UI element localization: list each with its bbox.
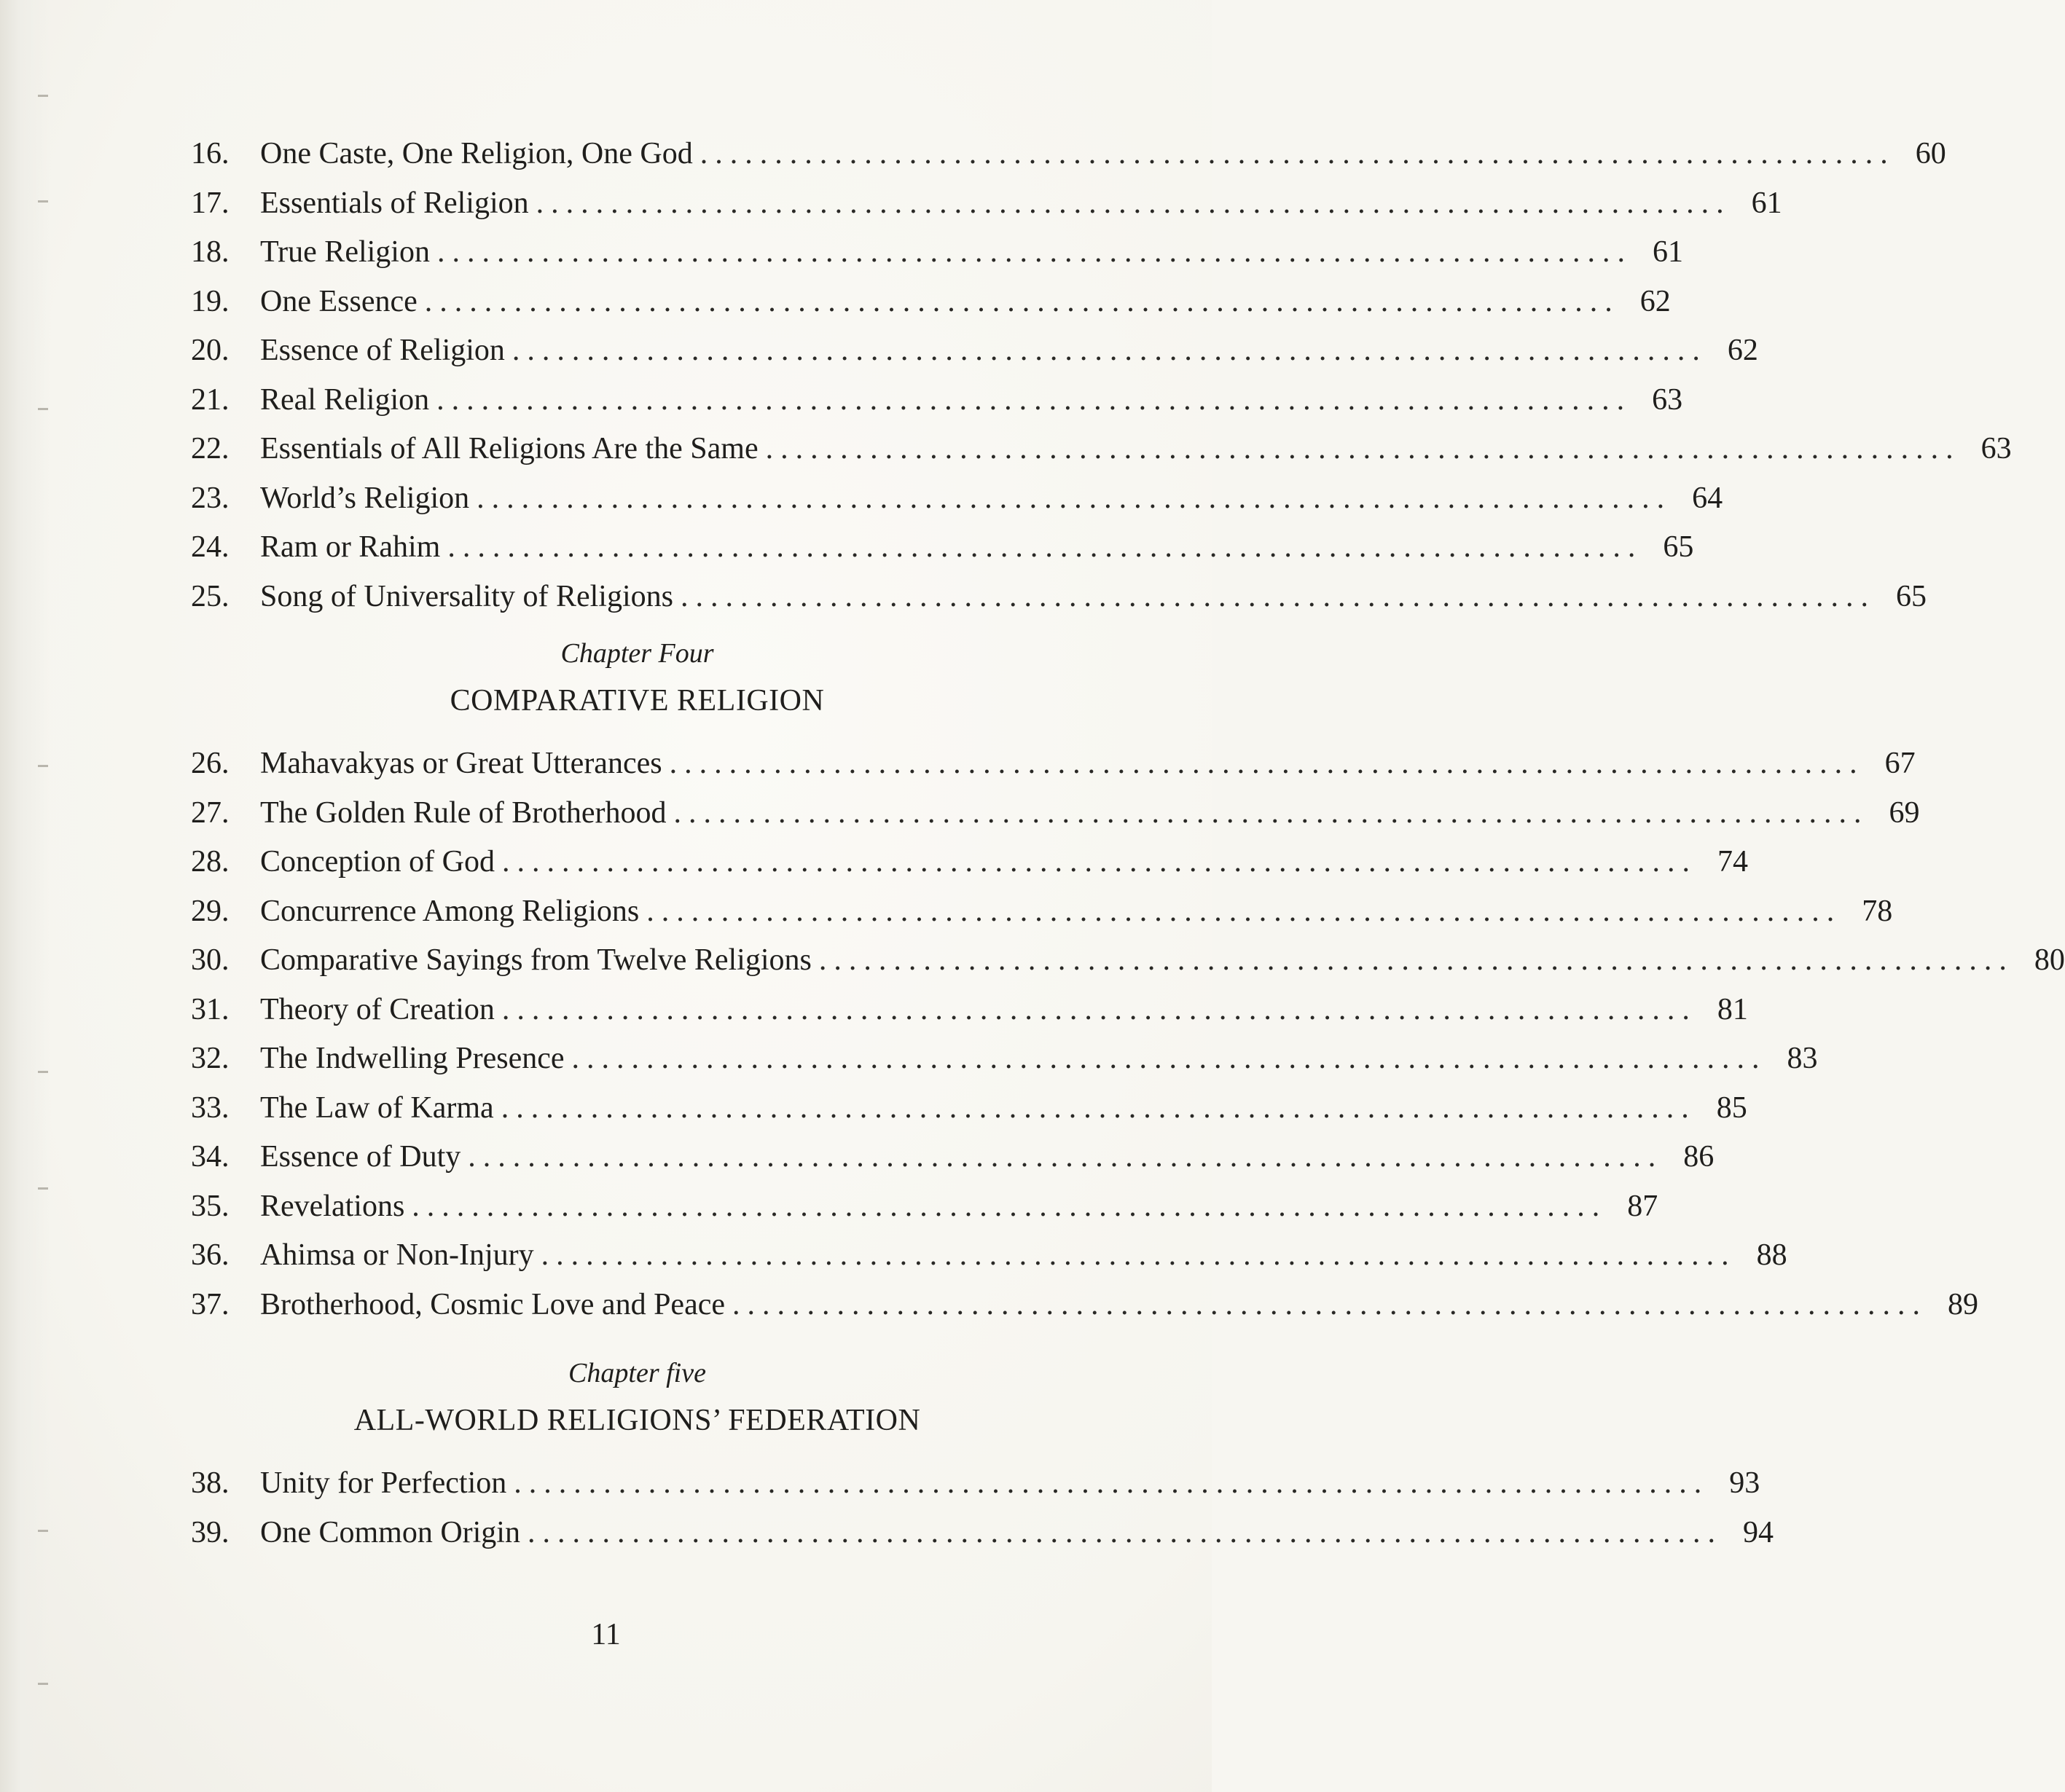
dot-leader: ................................................................................ — [527, 1515, 1723, 1549]
toc-entry-page: 60 — [1915, 137, 1946, 170]
toc-entry-page: 85 — [1716, 1090, 1747, 1125]
toc-entry-number: 18. — [191, 235, 230, 269]
dot-leader: ................................................................................ — [514, 1466, 1709, 1500]
toc-section-continued — [191, 130, 2012, 621]
toc-entry-page: 93 — [1729, 1466, 1760, 1500]
toc-entry-page: 87 — [1627, 1189, 1658, 1223]
toc-entry-title: One Common Origin — [260, 1515, 520, 1549]
toc-entry-title: Real Religion — [260, 382, 430, 417]
toc-entry-number: 25. — [191, 579, 230, 613]
toc-entry-title: Concurrence Among Religions — [260, 894, 640, 928]
toc-entry-number: 24. — [191, 530, 230, 564]
dot-leader: ................................................................................ — [700, 137, 1895, 170]
dot-leader: ................................................................................ — [501, 992, 1697, 1026]
toc-entry-title: Theory of Creation — [260, 992, 495, 1026]
dot-leader: ................................................................................ — [512, 334, 1707, 367]
toc-entry-page: 78 — [1862, 894, 1893, 928]
dot-leader: ................................................................................ — [571, 1042, 1767, 1075]
dot-leader: ................................................................................ — [436, 235, 1632, 269]
toc-entry-number: 28. — [191, 845, 230, 879]
toc-entry — [191, 130, 1946, 179]
toc-entry-page: 62 — [1639, 284, 1671, 318]
toc-entry-title: Essentials of All Religions Are the Same — [260, 432, 759, 465]
toc-entry-number: 31. — [191, 992, 230, 1026]
toc-entry — [191, 1459, 1760, 1509]
toc-entry — [191, 1509, 1774, 1558]
dot-leader: ................................................................................ — [447, 530, 1643, 564]
toc-entry — [191, 326, 1758, 376]
dot-leader: ................................................................................ — [646, 894, 1842, 928]
toc-entry-title: Essence of Religion — [260, 334, 505, 367]
toc-entry-number: 39. — [191, 1515, 230, 1549]
toc-entry-page: 65 — [1663, 530, 1694, 564]
toc-entry-number: 20. — [191, 334, 230, 367]
dot-leader: ................................................................................ — [412, 1189, 1607, 1223]
binding-stitch — [38, 95, 48, 97]
binding-stitch — [38, 765, 48, 767]
toc-entry-number: 32. — [191, 1042, 230, 1075]
toc-entry-number: 29. — [191, 894, 230, 928]
toc-entry-title: Song of Universality of Religions — [260, 579, 673, 613]
dot-leader: ................................................................................ — [424, 284, 1620, 318]
toc-entry — [191, 474, 1723, 524]
table-of-contents — [191, 130, 2065, 1557]
toc-entry-number: 38. — [191, 1466, 230, 1500]
toc-entry-page: 69 — [1889, 795, 1920, 830]
toc-entry-title: Unity for Perfection — [260, 1466, 507, 1500]
toc-entry-page: 64 — [1692, 481, 1723, 515]
toc-entry — [191, 887, 1893, 937]
dot-leader: ................................................................................ — [732, 1287, 1927, 1321]
toc-entry-title: Brotherhood, Cosmic Love and Peace — [260, 1287, 725, 1321]
toc-entry — [191, 573, 1927, 622]
dot-leader: ................................................................................ — [669, 747, 1865, 780]
toc-entry-number: 30. — [191, 943, 230, 977]
toc-entry — [191, 1231, 1787, 1281]
toc-entry-number: 37. — [191, 1287, 230, 1321]
chapter-five-title: ALL-WORLD RELIGIONS’ FEDERATION — [353, 1404, 921, 1437]
toc-entry-number: 17. — [191, 186, 230, 220]
dot-leader: ................................................................................ — [468, 1140, 1664, 1174]
dot-leader: ................................................................................ — [680, 579, 1876, 613]
toc-entry — [191, 986, 1748, 1035]
binding-stitch — [38, 1683, 48, 1685]
toc-entry-page: 65 — [1895, 579, 1927, 613]
binding-stitch — [38, 200, 48, 203]
toc-entry-number: 33. — [191, 1090, 230, 1125]
toc-entry-title: Comparative Sayings from Twelve Religions — [260, 943, 812, 977]
toc-entry-page: 81 — [1717, 992, 1748, 1026]
toc-entry-title: True Religion — [260, 235, 430, 269]
toc-entry — [191, 228, 1683, 278]
toc-entry — [191, 523, 1694, 573]
toc-entry — [191, 425, 2012, 474]
toc-entry-title: The Law of Karma — [260, 1090, 494, 1125]
dot-leader: ................................................................................ — [765, 432, 1961, 465]
binding-stitch — [38, 408, 48, 410]
toc-entry — [191, 179, 1782, 229]
toc-entry-page: 89 — [1948, 1287, 1978, 1321]
toc-entry-number: 22. — [191, 432, 230, 465]
toc-entry-number: 19. — [191, 284, 230, 318]
toc-entry — [191, 376, 1683, 425]
page-number: 11 — [591, 1618, 621, 1651]
toc-entry-number: 34. — [191, 1140, 230, 1174]
toc-entry-title: Mahavakyas or Great Utterances — [260, 747, 662, 780]
toc-entry — [191, 739, 1916, 789]
toc-entry — [191, 789, 1920, 838]
binding-stitch — [38, 1187, 48, 1190]
dot-leader: ................................................................................ — [436, 382, 1632, 417]
toc-entry-number: 16. — [191, 137, 230, 170]
chapter-five-label: Chapter five — [568, 1358, 706, 1388]
chapter-four-label: Chapter Four — [560, 638, 714, 669]
toc-entry-page: 83 — [1787, 1042, 1818, 1075]
toc-entry-page: 63 — [1652, 382, 1683, 417]
toc-entry — [191, 1182, 1658, 1232]
toc-entry-title: One Caste, One Religion, One God — [260, 137, 693, 170]
dot-leader: ................................................................................ — [818, 943, 2014, 977]
toc-entry-page: 86 — [1683, 1140, 1715, 1174]
chapter-five-entries — [191, 1459, 1774, 1557]
toc-entry-title: One Essence — [260, 284, 418, 318]
toc-entry — [191, 1133, 1715, 1182]
dot-leader: ................................................................................ — [501, 1090, 1696, 1125]
toc-entry-page: 61 — [1751, 186, 1782, 220]
toc-entry-title: World’s Religion — [260, 481, 470, 515]
toc-entry-number: 27. — [191, 795, 230, 830]
toc-entry-page: 94 — [1742, 1515, 1774, 1549]
toc-entry-number: 36. — [191, 1238, 230, 1272]
toc-entry — [191, 278, 1671, 327]
toc-entry — [191, 1034, 1818, 1084]
toc-entry-number: 26. — [191, 747, 230, 780]
dot-leader: ................................................................................ — [477, 481, 1672, 515]
toc-entry-title: Essentials of Religion — [260, 186, 529, 220]
binding-edge — [0, 0, 51, 1792]
chapter-four-entries — [191, 739, 2065, 1329]
dot-leader: ................................................................................ — [501, 845, 1697, 879]
toc-entry-title: Conception of God — [260, 845, 495, 879]
chapter-four-title: COMPARATIVE RELIGION — [450, 684, 825, 718]
dot-leader: ................................................................................ — [536, 186, 1731, 220]
toc-entry-number: 35. — [191, 1189, 230, 1223]
binding-stitch — [38, 1071, 48, 1073]
toc-entry — [191, 1281, 1978, 1330]
toc-entry-title: The Golden Rule of Brotherhood — [260, 795, 667, 830]
toc-entry-title: Revelations — [260, 1189, 405, 1223]
toc-entry-page: 80 — [2034, 943, 2065, 977]
dot-leader: ................................................................................ — [541, 1238, 1736, 1272]
toc-entry-page: 63 — [1980, 432, 2012, 465]
toc-entry — [191, 838, 1748, 887]
dot-leader: ................................................................................ — [673, 795, 1869, 830]
toc-entry-title: The Indwelling Presence — [260, 1042, 565, 1075]
toc-entry-number: 21. — [191, 382, 230, 417]
toc-entry — [191, 1084, 1747, 1133]
toc-entry-page: 61 — [1652, 235, 1683, 269]
binding-stitch — [38, 1530, 48, 1532]
toc-entry-page: 62 — [1727, 334, 1758, 367]
toc-entry-title: Essence of Duty — [260, 1140, 461, 1174]
toc-entry-title: Ram or Rahim — [260, 530, 441, 564]
toc-entry — [191, 936, 2065, 986]
toc-entry-number: 23. — [191, 481, 230, 515]
toc-entry-title: Ahimsa or Non-Injury — [260, 1238, 534, 1272]
toc-entry-page: 88 — [1756, 1238, 1787, 1272]
toc-entry-page: 67 — [1884, 747, 1916, 780]
toc-entry-page: 74 — [1717, 845, 1748, 879]
